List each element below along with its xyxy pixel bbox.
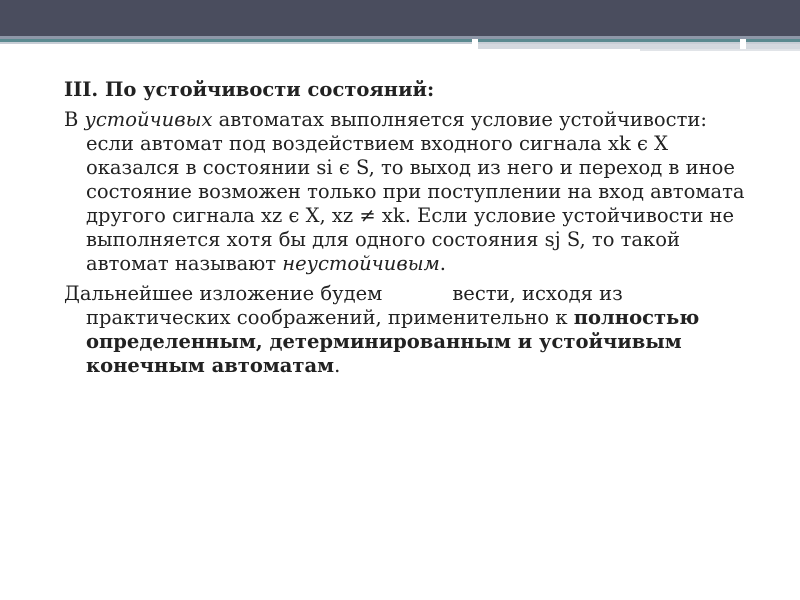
text-run: .: [439, 252, 446, 275]
text-line: [64, 282, 736, 306]
bold-term: полностью: [573, 306, 700, 329]
paragraph-stability: [64, 108, 745, 276]
text-line: [64, 354, 736, 378]
text-run: практических соображений, применительно к: [86, 306, 574, 329]
text-run: В: [64, 108, 85, 131]
text-line: [64, 108, 736, 132]
text-run: автомат называют: [86, 252, 283, 275]
paragraph-further: [64, 282, 736, 378]
text-line: [64, 306, 736, 330]
text-line: оказался в состоянии si ϵ S, то выход из него и переход в иное: [86, 156, 735, 179]
text-run: автоматах выполняется условие устойчивости:: [212, 108, 707, 131]
header-band: [0, 0, 800, 36]
bold-term: определенным, детерминированным и устойчивым: [86, 330, 682, 353]
text-run: .: [334, 354, 341, 377]
slide-heading: III. По устойчивости состояний:: [64, 78, 435, 101]
bold-term: конечным автоматам: [86, 354, 335, 377]
text-run: вести, исходя из: [452, 282, 623, 305]
italic-term: неустойчивым: [282, 252, 440, 275]
text-line: выполняется хотя бы для одного состояния sj S, то такой: [86, 228, 680, 251]
slide-content: [64, 78, 745, 378]
text-line: если автомат под воздействием входного сигнала xk ϵ X: [86, 132, 668, 155]
text-line: другого сигнала xz ϵ X, xz ≠ xk. Если условие устойчивости не: [86, 204, 735, 227]
header-underline-thin: [640, 49, 800, 51]
text-run: Дальнейшее изложение будем: [64, 282, 383, 305]
text-line: [64, 330, 736, 354]
italic-term: устойчивых: [84, 108, 213, 131]
text-line: состояние возможен только при поступлении на вход автомата: [86, 180, 745, 203]
text-line: [64, 252, 736, 276]
